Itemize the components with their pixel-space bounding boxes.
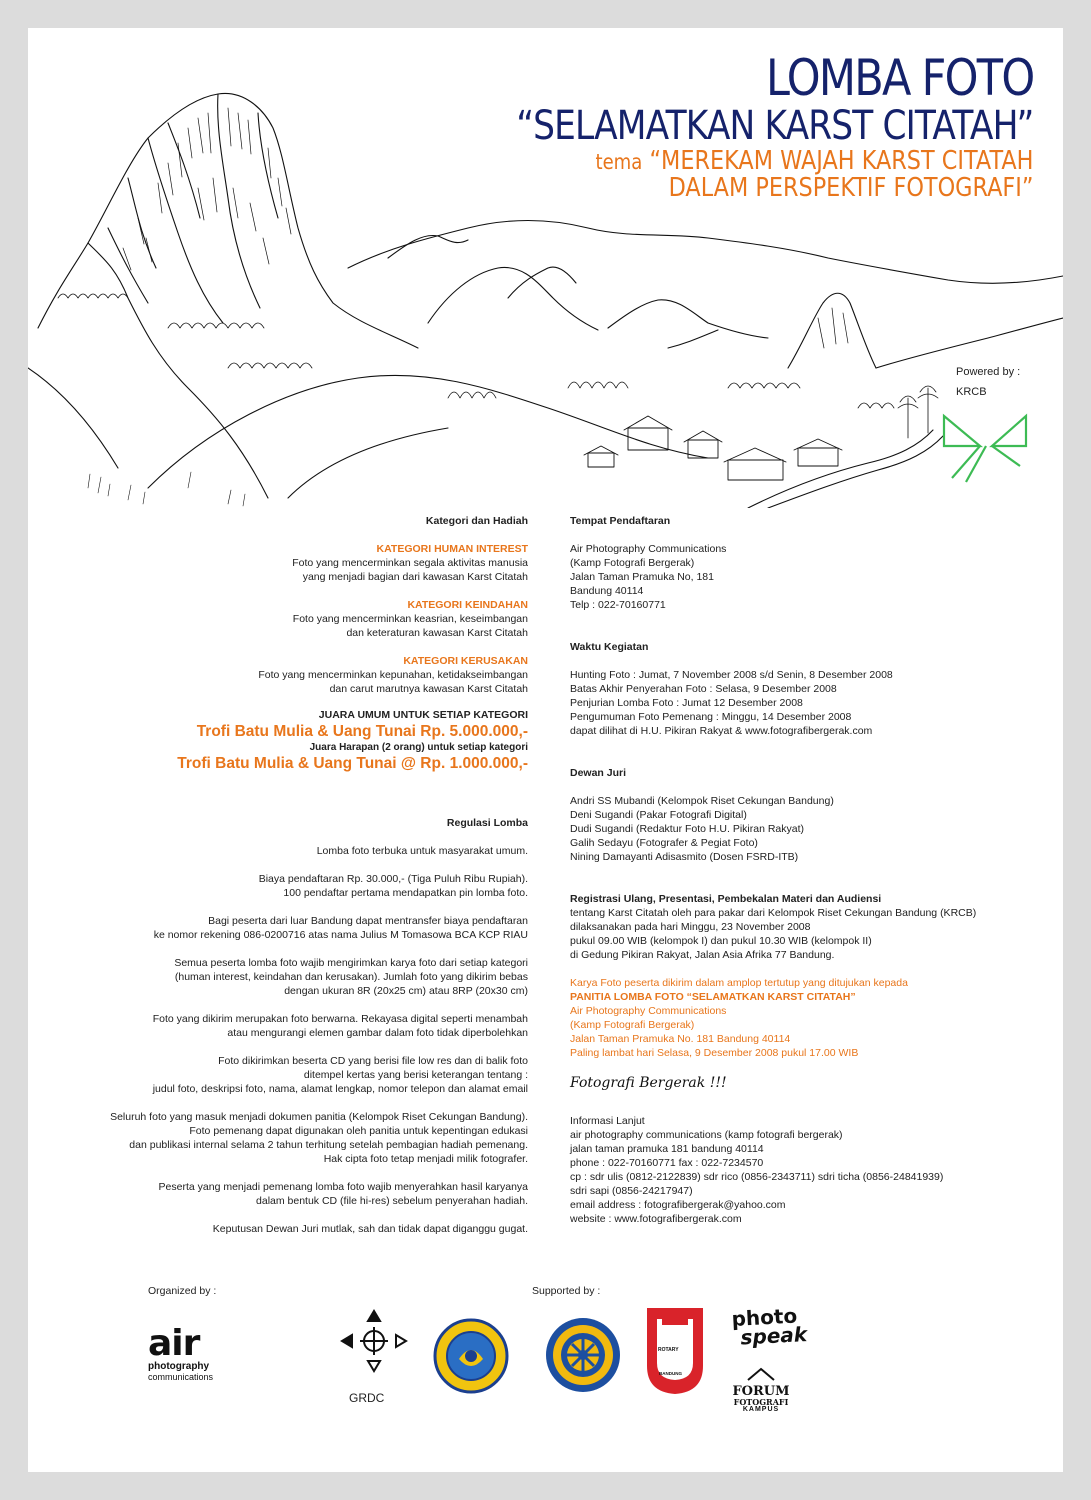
- tema-label: tema: [595, 150, 642, 174]
- photospeak-word-1: photo: [730, 1303, 798, 1331]
- regulasi-line: Semua peserta lomba foto wajib mengirimkan karya foto dari setiap kategori: [174, 957, 528, 969]
- left-column: [58, 514, 528, 1236]
- regulasi-paragraph: [58, 956, 528, 998]
- category-kerusakan: [58, 654, 528, 696]
- regulasi-line: Peserta yang menjadi pemenang lomba foto wajib menyerahkan hasil karyanya: [158, 1181, 528, 1193]
- tempat-heading: Tempat Pendaftaran: [570, 515, 671, 527]
- juara-umum-label: JUARA UMUM UNTUK SETIAP KATEGORI: [318, 709, 528, 721]
- juri-line: Andri SS Mubandi (Kelompok Riset Cekungan Bandung): [570, 795, 834, 807]
- forum-fotografi-kampus-logo: [728, 1367, 794, 1414]
- regulasi-paragraph: [58, 1012, 528, 1040]
- pengiriman-lines: [570, 1004, 1040, 1060]
- regulasi-line: 100 pendaftar pertama mendapatkan pin lomba foto.: [283, 887, 528, 899]
- waktu-line: Penjurian Lomba Foto : Jumat 12 Desember 2008: [570, 697, 803, 709]
- forum-roof-icon: [746, 1367, 776, 1381]
- category-name: KATEGORI KERUSAKAN: [403, 655, 528, 667]
- waktu-line: Hunting Foto : Jumat, 7 November 2008 s/d Senin, 8 Desember 2008: [570, 669, 893, 681]
- registrasi-line: pukul 09.00 WIB (kelompok I) dan pukul 10.30 WIB (kelompok II): [570, 935, 872, 947]
- informasi-line: website : www.fotografibergerak.com: [570, 1213, 742, 1225]
- regulasi-line: dalam bentuk CD (file hi-res) sebelum penyerahan hadiah.: [256, 1195, 528, 1207]
- air-logo-subtext-2: communications: [148, 1372, 214, 1382]
- waktu-line: dapat dilihat di H.U. Pikiran Rakyat & www.fotografibergerak.com: [570, 725, 873, 737]
- registrasi-line: tentang Karst Citatah oleh para pakar dari Kelompok Riset Cekungan Bandung (KRCB): [570, 907, 977, 919]
- regulasi-line: Lomba foto terbuka untuk masyarakat umum.: [316, 845, 528, 857]
- informasi-heading: Informasi Lanjut: [570, 1115, 645, 1127]
- registrasi-heading: Registrasi Ulang, Presentasi, Pembekalan Materi dan Audiensi: [570, 893, 882, 905]
- waktu-line: Pengumuman Foto Pemenang : Minggu, 14 Desember 2008: [570, 711, 852, 723]
- regulasi-line: (human interest, keindahan dan kerusakan). Jumlah foto yang dikirim bebas: [174, 971, 528, 983]
- regulasi-line: Foto yang dikirim merupakan foto berwarna. Rekayasa digital seperti menambah: [152, 1013, 528, 1025]
- regulasi-line: Bagi peserta dari luar Bandung dapat mentransfer biaya pendaftaran: [208, 915, 528, 927]
- kategori-heading: Kategori dan Hadiah: [425, 515, 528, 527]
- regulasi-paragraph: [58, 872, 528, 900]
- regulasi-paragraph: [58, 844, 528, 858]
- waktu-heading: Waktu Kegiatan: [570, 641, 649, 653]
- juri-line: Deni Sugandi (Pakar Fotografi Digital): [570, 809, 747, 821]
- regulasi-paragraph: [58, 1180, 528, 1208]
- regulasi-heading: Regulasi Lomba: [446, 817, 528, 829]
- informasi-line: sdri sapi (0856-24217947): [570, 1185, 693, 1197]
- regulasi-line: Seluruh foto yang masuk menjadi dokumen panitia (Kelompok Riset Cekungan Bandung).: [110, 1111, 528, 1123]
- theme-text-1: “MEREKAM WAJAH KARST CITATAH: [648, 146, 1033, 176]
- pengiriman-panitia: PANITIA LOMBA FOTO “SELAMATKAN KARST CITATAH”: [570, 991, 856, 1003]
- juri-line: Dudi Sugandi (Redaktur Foto H.U. Pikiran Rakyat): [570, 823, 805, 835]
- category-desc: yang menjadi bagian dari kawasan Karst Citatah: [302, 571, 528, 583]
- registrasi-line: dilaksanakan pada hari Minggu, 23 November 2008: [570, 921, 811, 933]
- forum-fotografi-word: FOTOGRAFI: [733, 1397, 789, 1407]
- air-logo-subtext-1: photography: [148, 1361, 210, 1372]
- forum-word: FORUM: [732, 1384, 790, 1399]
- category-keindahan: [58, 598, 528, 640]
- juri-lines: [570, 794, 1040, 864]
- hadiah-umum: Trofi Batu Mulia & Uang Tunai Rp. 5.000.000,-: [196, 723, 528, 740]
- pengiriman-line: Jalan Taman Pramuka No. 181 Bandung 40114: [570, 1033, 791, 1045]
- informasi-line: air photography communications (kamp fotografi bergerak): [570, 1129, 843, 1141]
- regulasi-paragraph: [58, 1222, 528, 1236]
- theme-line-2: DALAM PERSPEKTIF FOTOGRAFI”: [668, 173, 1033, 203]
- powered-by: [956, 362, 1020, 402]
- informasi-line: cp : sdr ulis (0812-2122839) sdr rico (0856-2343711) sdri ticha (0856-24841939): [570, 1171, 944, 1183]
- regulasi-line: Keputusan Dewan Juri mutlak, sah dan tidak dapat diganggu gugat.: [212, 1223, 528, 1235]
- tempat-lines: [570, 542, 1040, 612]
- category-desc: Foto yang mencerminkan segala aktivitas manusia: [292, 557, 528, 569]
- registrasi-line: di Gedung Pikiran Rakyat, Jalan Asia Afrika 77 Bandung.: [570, 949, 835, 961]
- informasi-line: jalan taman pramuka 181 bandung 40114: [570, 1143, 764, 1155]
- theme-line-1: [516, 148, 1033, 175]
- category-name: KATEGORI KEINDAHAN: [407, 599, 528, 611]
- photospeak-word-2: speak: [739, 1322, 808, 1350]
- category-desc: dan keteraturan kawasan Karst Citatah: [346, 627, 528, 639]
- powered-name: KRCB: [956, 386, 987, 398]
- juri-line: Galih Sedayu (Fotografer & Pegiat Foto): [570, 837, 758, 849]
- supported-label: Supported by :: [532, 1285, 601, 1297]
- forum-kampus-word: KAMPUS: [742, 1406, 780, 1413]
- informasi-lines: [570, 1128, 1040, 1226]
- pengiriman-line: Air Photography Communications: [570, 1005, 727, 1017]
- regulasi-paragraph: [58, 1054, 528, 1096]
- regulasi-line: dan publikasi internal selama 2 tahun terhitung setelah pembagian hadiah pemenang.: [129, 1139, 528, 1151]
- geology-association-seal: [432, 1317, 510, 1395]
- signature: Fotografi Bergerak !!!: [570, 1075, 727, 1091]
- informasi-line: phone : 022-70160771 fax : 022-7234570: [570, 1157, 764, 1169]
- regulasi-line: judul foto, deskripsi foto, nama, alamat lengkap, nomor telepon dan alamat email: [152, 1083, 528, 1095]
- photospeak-logo: [730, 1303, 808, 1350]
- regulasi-line: ke nomor rekening 086-0200716 atas nama Julius M Tomasowa BCA KCP RIAU: [153, 929, 528, 941]
- pengiriman-intro: Karya Foto peserta dikirim dalam amplop tertutup yang ditujukan kepada: [570, 977, 908, 989]
- right-column: [570, 514, 1040, 1226]
- juri-heading: Dewan Juri: [570, 767, 627, 779]
- pengiriman-line: (Kamp Fotografi Bergerak): [570, 1019, 695, 1031]
- air-logo-text: air: [148, 1323, 200, 1364]
- title-line-2: “SELAMATKAN KARST CITATAH”: [515, 103, 1033, 149]
- juara-harapan-label: Juara Harapan (2 orang) untuk setiap kategori: [309, 742, 528, 753]
- poster-title: [432, 49, 1033, 203]
- tempat-line: (Kamp Fotografi Bergerak): [570, 557, 695, 569]
- regulasi-paragraph: [58, 914, 528, 942]
- krcb-leaf-logo: [940, 402, 1032, 488]
- regulasi-paragraph: [58, 1110, 528, 1166]
- grdc-logo: [338, 1307, 410, 1391]
- tempat-line: Air Photography Communications: [570, 543, 727, 555]
- registrasi-lines: [570, 906, 1040, 962]
- regulasi-line: ditempel kertas yang berisi keterangan tentang :: [303, 1069, 528, 1081]
- category-human-interest: [58, 542, 528, 584]
- rotary-wheel-logo: [543, 1315, 623, 1395]
- poster: [28, 28, 1063, 1472]
- pengiriman-line: Paling lambat hari Selasa, 9 Desember 2008 pukul 17.00 WIB: [570, 1047, 859, 1059]
- category-name: KATEGORI HUMAN INTEREST: [376, 543, 528, 555]
- regulasi-line: atau mengurangi elemen gambar dalam foto tidak diperbolehkan: [227, 1027, 528, 1039]
- regulasi-list: [58, 844, 528, 1236]
- tempat-line: Jalan Taman Pramuka No, 181: [570, 571, 714, 583]
- regulasi-line: dengan ukuran 8R (20x25 cm) atau 8RP (20x30 cm): [284, 985, 528, 997]
- footer-logos: [28, 1283, 1063, 1433]
- informasi-line: email address : fotografibergerak@yahoo.com: [570, 1199, 786, 1211]
- category-desc: dan carut marutnya kawasan Karst Citatah: [329, 683, 528, 695]
- category-desc: Foto yang mencerminkan kepunahan, ketidakseimbangan: [258, 669, 528, 681]
- juri-line: Nining Damayanti Adisasmito (Dosen FSRD-ITB): [570, 851, 799, 863]
- air-photography-logo: [148, 1323, 258, 1382]
- hadiah-harapan: Trofi Batu Mulia & Uang Tunai @ Rp. 1.000.000,-: [177, 755, 528, 772]
- category-desc: Foto yang mencerminkan keasrian, keseimbangan: [292, 613, 528, 625]
- waktu-line: Batas Akhir Penyerahan Foto : Selasa, 9 Desember 2008: [570, 683, 837, 695]
- powered-label: Powered by :: [956, 366, 1021, 378]
- rotary-text: ROTARY: [658, 1347, 679, 1353]
- waktu-lines: [570, 668, 1040, 738]
- organized-label: Organized by :: [148, 1285, 217, 1297]
- regulasi-line: Foto dikirimkan beserta CD yang berisi file low res dan di balik foto: [218, 1055, 528, 1067]
- bandung-text: BANDUNG: [659, 1371, 682, 1376]
- regulasi-line: Biaya pendaftaran Rp. 30.000,- (Tiga Puluh Ribu Rupiah).: [258, 873, 528, 885]
- tempat-line: Bandung 40114: [570, 585, 644, 597]
- grdc-label: GRDC: [349, 1391, 385, 1405]
- title-line-1: LOMBA FOTO: [765, 49, 1033, 107]
- tempat-line: Telp : 022-70160771: [570, 599, 666, 611]
- regulasi-line: Foto pemenang dapat digunakan oleh panitia untuk kepentingan edukasi: [189, 1125, 528, 1137]
- regulasi-line: Hak cipta foto tetap menjadi milik fotografer.: [323, 1153, 528, 1165]
